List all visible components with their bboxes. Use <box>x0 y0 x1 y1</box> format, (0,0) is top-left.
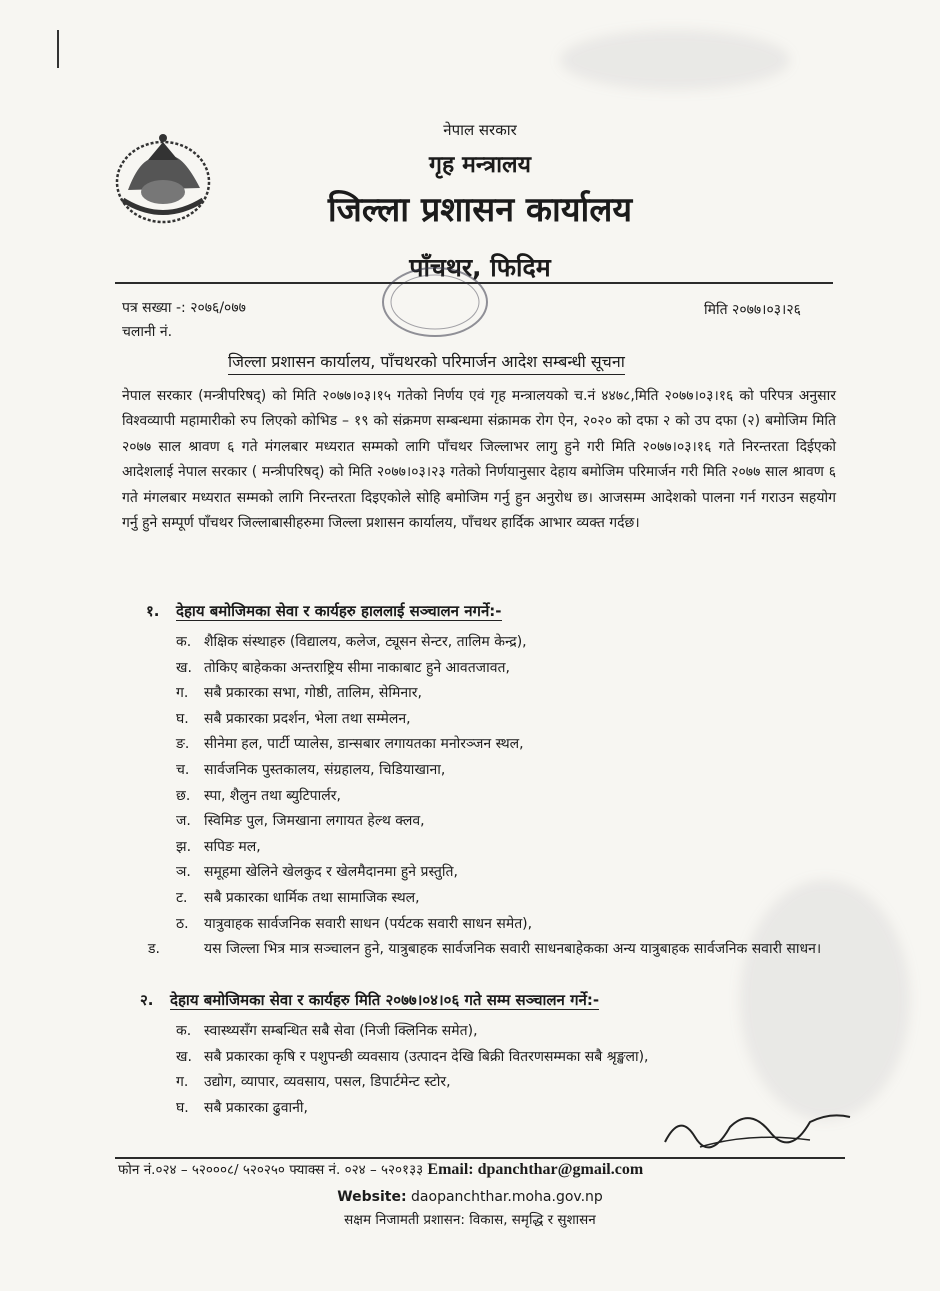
list-item: ख. सबै प्रकारका कृषि र पशुपन्छी व्यवसाय (उत्पादन देखि बिक्री वितरणसम्मका सबै श्रृङ्खला), <box>176 1048 649 1065</box>
footer-rule <box>115 1157 845 1159</box>
footer-contact <box>118 1160 643 1179</box>
list-item: ज. स्विमिङ पुल, जिमखाना लगायत हेल्थ क्लव, <box>176 813 425 830</box>
signature <box>660 1092 860 1152</box>
list-item: घ. सबै प्रकारका ढुवानी, <box>176 1099 308 1116</box>
notice-body: नेपाल सरकार (मन्त्रीपरिषद्) को मिति २०७७।०३।१५ गतेको निर्णय एवं गृह मन्त्रालयको च.नं ४४७८,मिति २०७७।०३।१६ को परिपत्र अनुसार विश्वव्यापी महामारीको रुप लिएको कोभिड – १९ को संक्रमण सम्बन्धमा संक्रामक रोग ऐन, २०२० को दफा २ को उप दफा (२) बमोजिम मिति २०७७ साल श्रावण ६ गते मंगलबार मध्यरात सम्मको लागि पाँचथर जिल्लाभर लागु हुने गरी मिति २०७७।०३।१६ गते निरन्तरता दिईएको आदेशलाई नेपाल सरकार ( मन्त्रीपरिषद्) को मिति २०७७।०३।२३ गतेको निर्णयानुसार देहाय बमोजिम परिमार्जन गरी मिति २०७७ साल श्रावण ६ गते मंगलबार मध्यरात सम्मको लागि निरन्तरता दिइएकोले सोहि बमोजिम गर्नु हुन अनुरोध छ। आजसम्म आदेशको पालना गर्न गराउन सहयोग गर्नु हुने सम्पूर्ण पाँचथर जिल्लाबासीहरुमा जिल्ला प्रशासन कार्यालय, पाँचथर हार्दिक आभार व्यक्त गर्दछ। <box>122 388 836 532</box>
list-item: क. शैक्षिक संस्थाहरु (विद्यालय, कलेज, ट्यूसन सेन्टर, तालिम केन्द्र), <box>176 634 527 650</box>
list-item: घ. सबै प्रकारका प्रदर्शन, भेला तथा सम्मेलन, <box>176 710 411 727</box>
list-item: च. सार्वजनिक पुस्तकालय, संग्रहालय, चिडियाखाना, <box>176 761 446 778</box>
ministry-name: गृह मन्त्रालय <box>429 152 531 178</box>
section-number: १. <box>146 602 160 620</box>
section-1-list <box>148 630 836 963</box>
dispatch-number: चलानी नं. <box>122 324 173 340</box>
section-2-title <box>140 990 599 1010</box>
list-item: ग. सबै प्रकारका सभा, गोष्ठी, तालिम, सेमिनार, <box>176 685 422 702</box>
notice-subject: जिल्ला प्रशासन कार्यालय, पाँचथरको परिमार्जन आदेश सम्बन्धी सूचना <box>228 350 625 375</box>
government-name: नेपाल सरकार <box>443 121 517 139</box>
footer-website <box>0 1189 940 1205</box>
website-url: daopanchthar.moha.gov.np <box>411 1189 603 1205</box>
list-item: ग. उद्योग, व्यापार, व्यवसाय, पसल, डिपार्टमेन्ट स्टोर, <box>176 1074 451 1091</box>
letter-date: मिति २०७७।०३।२६ <box>704 302 801 318</box>
phone-fax: फोन नं.०२४ – ५२०००८/ ५२०२५० फ्याक्स नं. ०२४ – ५२०१३३ <box>118 1162 424 1178</box>
email-address: Email: dpanchthar@gmail.com <box>427 1161 644 1178</box>
section-number: २. <box>140 991 154 1009</box>
footer-slogan: सक्षम निजामती प्रशासन: विकास, समृद्धि र सुशासन <box>344 1212 596 1228</box>
list-item: छ. स्पा, शैलुन तथा ब्युटिपार्लर, <box>176 787 341 804</box>
list-item: ङ. सीनेमा हल, पार्टी प्यालेस, डान्सबार लगायतका मनोरञ्जन स्थल, <box>176 736 524 753</box>
list-item: ठ. यात्रुवाहक सार्वजनिक सवारी साधन (पर्यटक सवारी साधन समेत), <box>176 915 533 932</box>
list-item: ड. यस जिल्ला भित्र मात्र सञ्चालन हुने, यात्रुबाहक सार्वजनिक सवारी साधनबाहेकका अन्य यात्रुबाहक सार्वजनिक सवारी साधन। <box>148 941 822 958</box>
list-item: ट. सबै प्रकारका धार्मिक तथा सामाजिक स्थल, <box>176 889 420 906</box>
office-location: पाँचथर, फिदिम <box>409 253 551 282</box>
list-item: झ. सपिङ मल, <box>176 838 261 855</box>
office-name: जिल्ला प्रशासन कार्यालय <box>327 190 633 230</box>
section-title-text: देहाय बमोजिमका सेवा र कार्यहरु हाललाई सञ्चालन नगर्ने:- <box>176 602 502 620</box>
letter-number: पत्र सख्या -: २०७६/०७७ <box>122 300 246 316</box>
office-stamp <box>375 262 495 342</box>
website-label: Website: <box>337 1189 407 1205</box>
list-item: क. स्वास्थ्यसँग सम्बन्धित सबै सेवा (निजी क्लिनिक समेत), <box>176 1023 478 1039</box>
scan-mark <box>57 30 59 68</box>
smudge <box>560 30 790 90</box>
section-1-title <box>146 601 502 621</box>
list-item: ञ. समूहमा खेलिने खेलकुद र खेलमैदानमा हुने प्रस्तुति, <box>176 864 458 881</box>
list-item: ख. तोकिए बाहेकका अन्तराष्ट्रिय सीमा नाकाबाट हुने आवतजावत, <box>176 659 510 676</box>
section-title-text: देहाय बमोजिमका सेवा र कार्यहरु मिति २०७७।०४।०६ गते सम्म सञ्चालन गर्ने:- <box>170 991 600 1009</box>
